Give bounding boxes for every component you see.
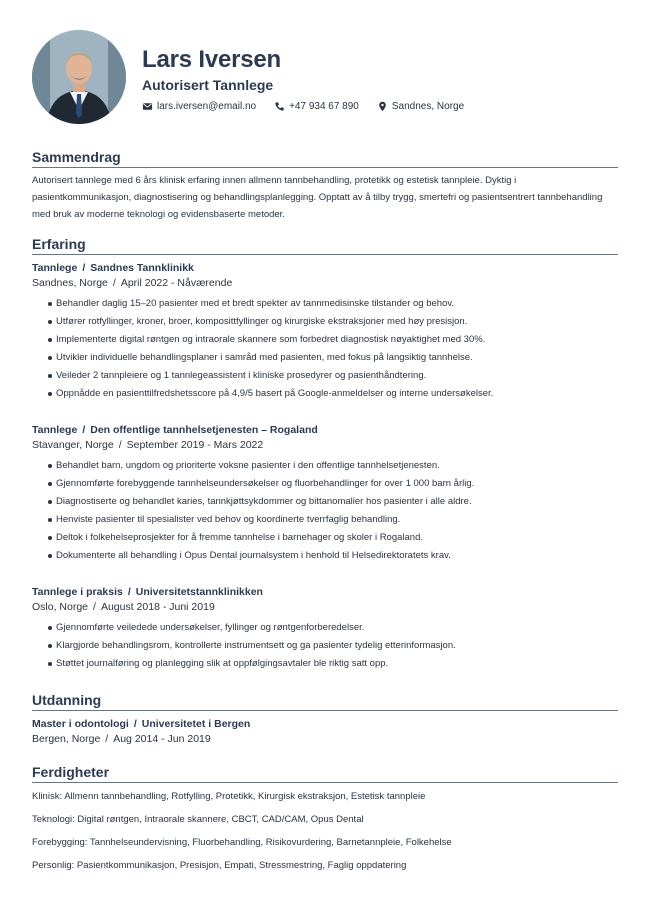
job-title	[32, 261, 618, 276]
skill-line: Teknologi: Digital røntgen, Intraorale skannere, CBCT, CAD/CAM, Opus Dental	[32, 814, 364, 825]
contact-email[interactable]	[142, 101, 256, 112]
profile-photo	[32, 30, 126, 124]
job-period: August 2018 - Juni 2019	[100, 601, 215, 613]
education-school: Universitetet i Bergen	[141, 718, 251, 730]
map-pin-icon	[377, 101, 388, 112]
skills-list	[32, 785, 618, 877]
candidate-role: Autorisert Tannlege	[142, 77, 274, 93]
job-title	[32, 423, 618, 438]
job-entry	[32, 261, 618, 403]
job-company: Universitetstannklinikken	[135, 586, 263, 598]
skill-line: Klinisk: Allmenn tannbehandling, Rotfylling, Protetikk, Kirurgisk ekstraksjon, Estetisk tannpleie	[32, 791, 426, 802]
job-meta	[32, 600, 618, 615]
envelope-icon	[142, 101, 153, 112]
skill-line: Personlig: Pasientkommunikasjon, Presisjon, Empati, Stressmestring, Faglig oppdatering	[32, 860, 407, 871]
education-heading: Utdanning	[32, 691, 618, 711]
phone-icon	[274, 101, 285, 112]
candidate-name: Lars Iversen	[142, 46, 282, 73]
job-entry	[32, 585, 618, 673]
education-degree: Master i odontologi	[32, 718, 129, 730]
list-item: Støttet journalføring og planlegging slik at oppfølgingsavtaler ble riktig satt opp.	[48, 655, 618, 673]
separator: /	[82, 424, 86, 436]
job-role: Tannlege	[32, 424, 78, 436]
job-meta	[32, 276, 618, 291]
education-meta	[32, 732, 618, 747]
separator: /	[93, 601, 96, 613]
summary-section	[32, 148, 618, 223]
list-item: Gjennomførte veiledede undersøkelser, fyllinger og røntgenforberedelser.	[48, 619, 618, 637]
list-item: Dokumenterte all behandling i Opus Dental journalsystem i henhold til Helsedirektoratets krav.	[48, 547, 618, 565]
phone-text: +47 934 67 890	[289, 100, 359, 112]
list-item: Behandlet barn, ungdom og prioriterte voksne pasienter i den offentlige tannhelsetjenesten.	[48, 457, 618, 475]
list-item: Henviste pasienter til spesialister ved behov og koordinerte tverrfaglig behandling.	[48, 511, 618, 529]
job-meta	[32, 438, 618, 453]
list-item: Deltok i folkehelseprosjekter for å fremme tannhelse i barnehager og skoler i Rogaland.	[48, 529, 618, 547]
skill-line: Forebygging: Tannhelseundervisning, Fluorbehandling, Risikovurdering, Barnetannpleie, Folkehelse	[32, 837, 452, 848]
experience-section	[32, 235, 618, 673]
job-location: Sandnes, Norge	[32, 277, 108, 289]
resume-header	[32, 30, 622, 126]
list-item: Oppnådde en pasienttilfredshetsscore på 4,9/5 basert på Google-anmeldelser og interne undersøkelser.	[48, 385, 618, 403]
education-section	[32, 691, 618, 751]
separator: /	[82, 262, 86, 274]
job-location: Stavanger, Norge	[32, 439, 114, 451]
job-role: Tannlege i praksis	[32, 586, 123, 598]
list-item: Utfører rotfyllinger, kroner, broer, komposittfyllinger og kirurgiske ekstraksjoner med høy presisjon.	[48, 313, 618, 331]
list-item: Diagnostiserte og behandlet karies, tannkjøttsykdommer og bittanomalier hos pasienter i alle aldre.	[48, 493, 618, 511]
job-title	[32, 585, 618, 600]
education-entry	[32, 717, 618, 747]
experience-heading: Erfaring	[32, 235, 618, 255]
job-bullets	[48, 457, 618, 565]
list-item: Behandler daglig 15–20 pasienter med et bredt spekter av tannmedisinske tilstander og behov.	[48, 295, 618, 313]
job-entry	[32, 423, 618, 565]
portrait-illustration	[32, 30, 126, 124]
separator: /	[133, 718, 137, 730]
list-item: Utvikler individuelle behandlingsplaner i samråd med pasienten, med fokus på langsiktig tannhelse.	[48, 349, 618, 367]
list-item: Veileder 2 tannpleiere og 1 tannlegeassistent i kliniske prosedyrer og pasienthåndtering.	[48, 367, 618, 385]
job-period: September 2019 - Mars 2022	[126, 439, 264, 451]
job-company: Den offentlige tannhelsetjenesten – Rogaland	[90, 424, 318, 436]
location-text: Sandnes, Norge	[391, 100, 465, 112]
education-period: Aug 2014 - Jun 2019	[113, 733, 211, 745]
separator: /	[118, 439, 122, 451]
separator: /	[127, 586, 131, 598]
contact-phone[interactable]	[274, 101, 359, 112]
skills-section	[32, 763, 618, 877]
summary-text: Autorisert tannlege med 6 års klinisk erfaring innen allmenn tannbehandling, protetikk og estetisk tannpleie. Dyktig i pasientkommunikasjon, diagnostisering og behandlingsplanlegging. Opptatt av å tilby trygg, smertefri og pasientsentrert tannbehandling med bruk av moderne teknologi og evidensbaserte metoder.	[32, 175, 603, 220]
list-item: Implementerte digital røntgen og intraorale skannere som forbedret diagnostisk nøyaktighet med 30%.	[48, 331, 618, 349]
job-period: April 2022 - Nåværende	[120, 277, 233, 289]
contact-location	[377, 101, 464, 112]
separator: /	[112, 277, 116, 289]
job-bullets	[48, 295, 618, 403]
job-company: Sandnes Tannklinikk	[90, 262, 194, 274]
job-location: Oslo, Norge	[32, 601, 89, 613]
education-title	[32, 717, 618, 732]
contact-row	[142, 98, 464, 114]
education-location: Bergen, Norge	[32, 733, 101, 745]
list-item: Gjennomførte forebyggende tannhelseundersøkelser og fluorbehandlinger for over 1 000 barn årlig.	[48, 475, 618, 493]
email-text: lars.iversen@email.no	[157, 100, 257, 112]
job-role: Tannlege	[32, 262, 78, 274]
list-item: Klargjorde behandlingsrom, kontrollerte instrumentsett og ga pasienter tydelig etterinformasjon.	[48, 637, 618, 655]
skills-heading: Ferdigheter	[32, 763, 618, 783]
job-bullets	[48, 619, 618, 673]
summary-heading: Sammendrag	[32, 148, 618, 168]
separator: /	[105, 733, 109, 745]
